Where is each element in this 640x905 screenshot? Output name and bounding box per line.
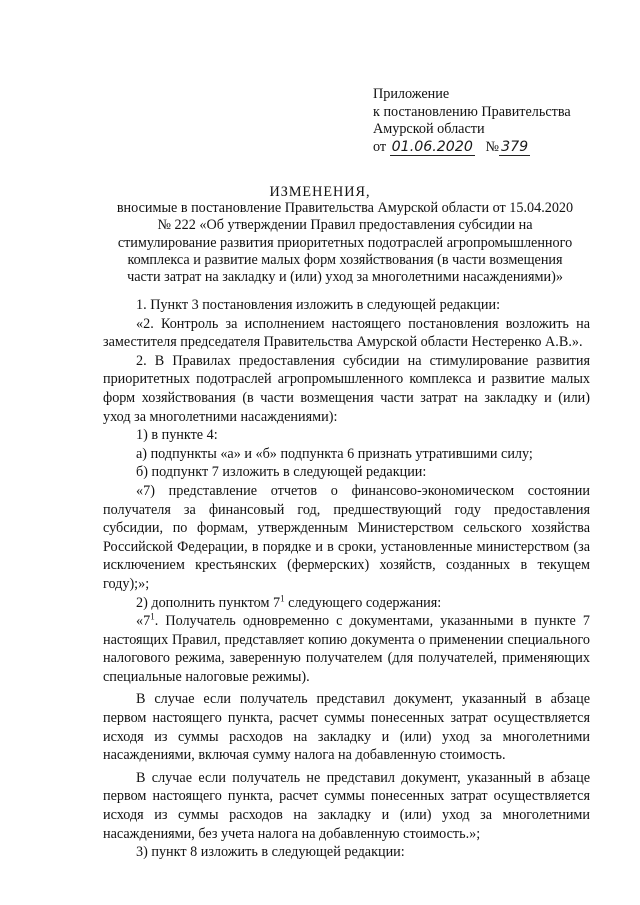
paragraph-9-superscript: 1 xyxy=(150,611,155,622)
appendix-label: Приложение xyxy=(373,86,450,102)
document-title: ИЗМЕНЕНИЯ, xyxy=(269,184,371,200)
paragraph-7: «7) представление отчетов о финансово-экономическом состоянии получателя за финансовый год, предшествующий году предоставления субсидии, по формам, утвержденным Министерством сельского хозяйства Российской Федерации, в порядке и в сроки, установленные министерством (за исключением крестьянских (фермерских) хозяйств, созданных в текущем году);»; xyxy=(103,482,590,592)
handwritten-date: 01.06.2020 xyxy=(391,138,473,155)
paragraph-9 xyxy=(103,612,590,686)
paragraph-8-superscript: 1 xyxy=(280,592,285,603)
paragraph-9-text-end: . Получатель одновременно с документами, указанными в пункте 7 настоящих Правил, представляет копию документа о применении специального налогового режима, заверенную получателем (для получателей, применяющих специальные налоговые режимы). xyxy=(103,613,590,685)
appendix-to-resolution: к постановлению Правительства xyxy=(373,103,571,120)
handwritten-number: 379 xyxy=(501,138,529,155)
document-subtitle xyxy=(100,200,590,286)
subtitle-line: вносимые в постановление Правительства Амурской области от 15.04.2020 xyxy=(116,200,574,216)
paragraph-9-text: «7 xyxy=(136,613,151,630)
paragraph-4: 1) в пункте 4: xyxy=(136,427,218,444)
paragraph-8 xyxy=(103,594,590,613)
paragraph-8-text-end: следующего содержания: xyxy=(284,594,442,611)
paragraph-3: 2. В Правилах предоставления субсидии на стимулирование развития приоритетных подотраслей агропромышленного комплекса и развитие малых форм хозяйствования (в части возмещения части затрат на закладку и (или) уход за многолетними насаждениями): xyxy=(103,352,590,425)
appendix-region: Амурской области xyxy=(373,121,485,137)
paragraph-11: В случае если получатель не представил документ, указанный в абзаце первом настоящего пункта, расчет суммы понесенных затрат осуществляется исходя из суммы расходов на закладку и (или) уход за многолетними насаждениями, без учета налога на добавленную стоимость.»; xyxy=(103,769,590,842)
number-label: № xyxy=(485,138,500,155)
from-label: от xyxy=(373,138,387,155)
document-body xyxy=(103,296,590,862)
subtitle-line: стимулирование развития приоритетных подотраслей агропромышленного xyxy=(117,234,573,251)
paragraph-2: «2. Контроль за исполнением настоящего постановления возложить на заместителя председателя Правительства Амурской области Нестеренко А.В.». xyxy=(103,315,590,351)
paragraph-6: б) подпункт 7 изложить в следующей редакции: xyxy=(136,464,427,481)
subtitle-line: № 222 «Об утверждении Правил предоставления субсидии на xyxy=(157,217,533,234)
appendix-date-number xyxy=(373,139,571,157)
paragraph-1: 1. Пункт 3 постановления изложить в следующей редакции: xyxy=(136,297,501,313)
paragraph-8-text: 2) дополнить пунктом 7 xyxy=(136,594,281,611)
paragraph-5: а) подпункты «а» и «б» подпункта 6 признать утратившими силу; xyxy=(136,445,533,462)
paragraph-12: 3) пункт 8 изложить в следующей редакции: xyxy=(136,844,405,861)
subtitle-line: части затрат на закладку и (или) уход за многолетними насаждениями)» xyxy=(127,269,563,286)
subtitle-line: комплекса и развитие малых форм хозяйствования (в части возмещения xyxy=(127,251,563,268)
paragraph-10: В случае если получатель представил документ, указанный в абзаце первом настоящего пункта, расчет суммы понесенных затрат осуществляется исходя из суммы расходов на закладку и (или) уход за многолетними насаждениями, включая сумму налога на добавленную стоимость. xyxy=(103,691,590,764)
appendix-header xyxy=(373,86,571,156)
